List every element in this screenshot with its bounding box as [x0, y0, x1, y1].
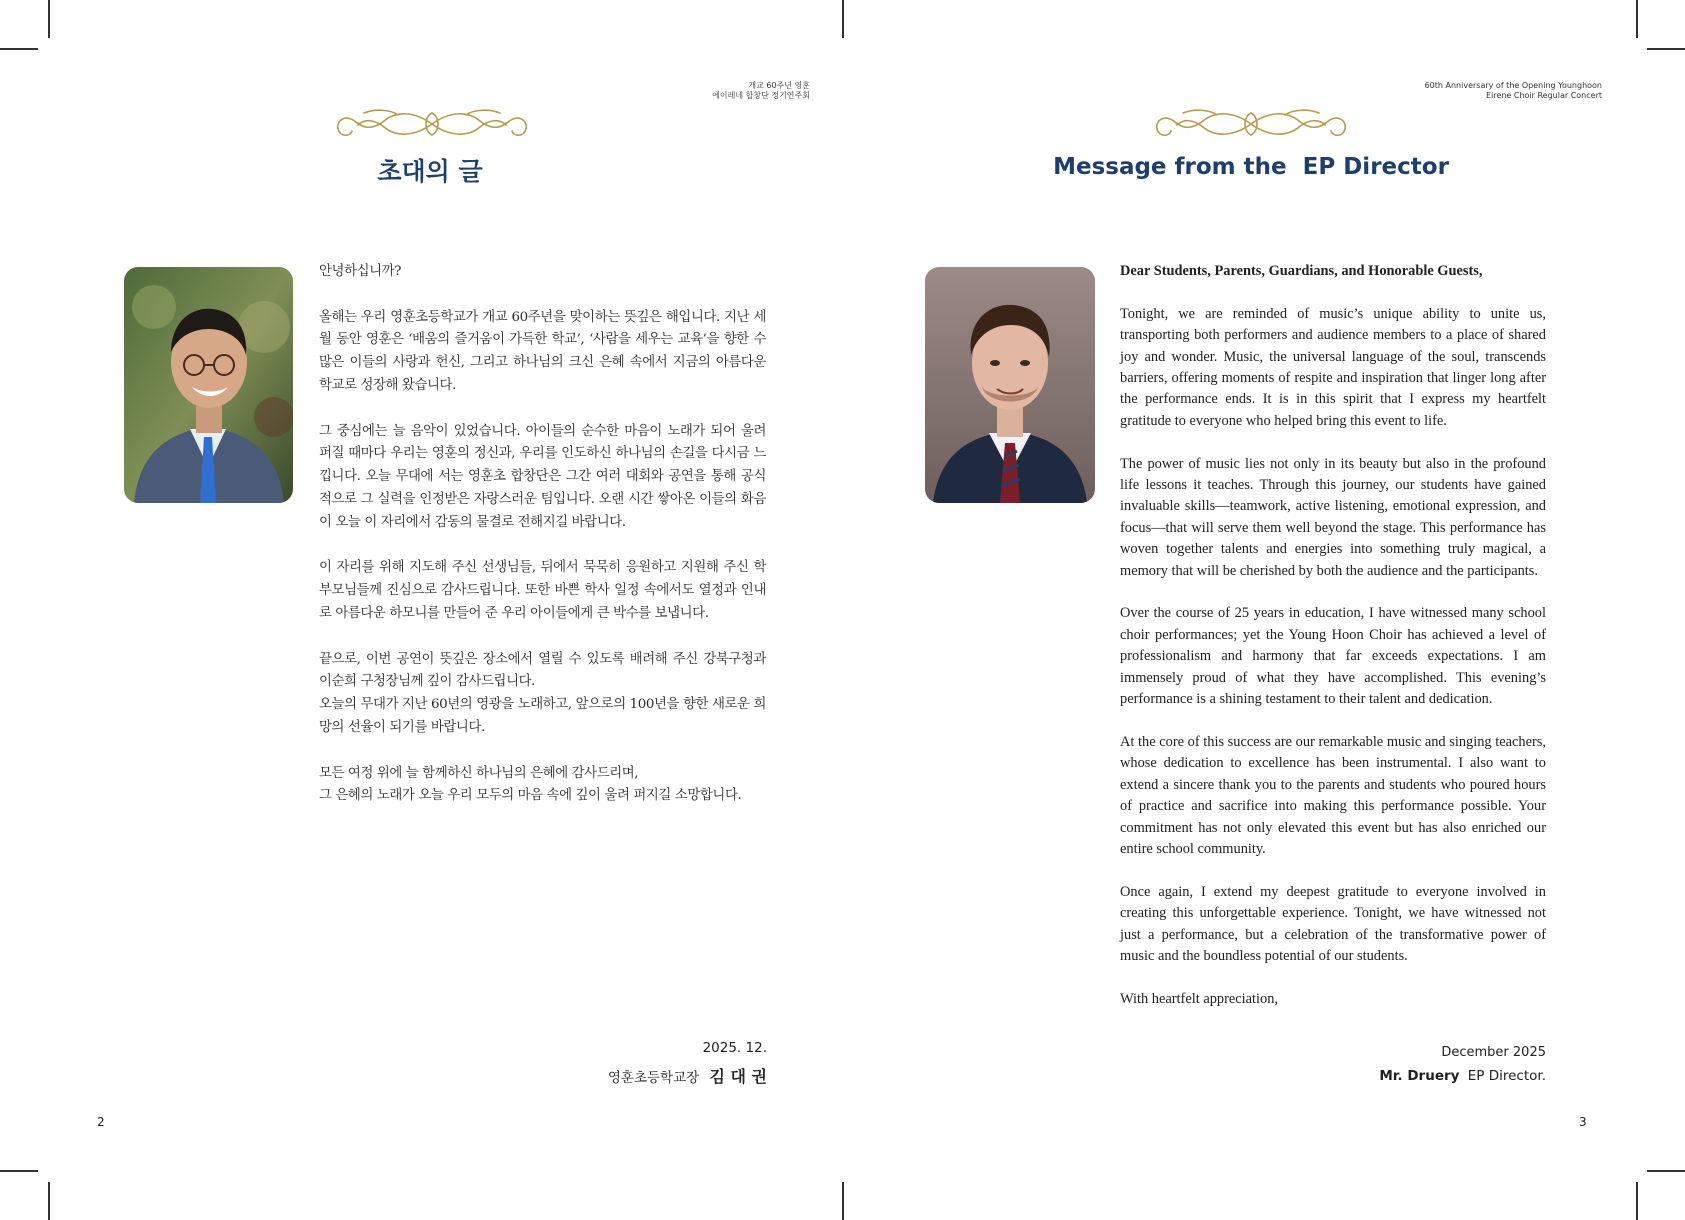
right-paragraph: Tonight, we are reminded of music’s unique ability to unite us, transporting both performers and audience members to a place of shared joy and wonder. Music, the universal language of the soul, transcends barriers, offering moments of respite and inspiration that linger long after the performance ends. It is in this spirit that I express my heartfelt gratitude to everyone who helped bring this event to life.: [1120, 305, 1546, 429]
crop-mark: [842, 0, 844, 38]
left-signer-name: 김 대 권: [709, 1067, 767, 1086]
left-paragraph: 이 자리를 위해 지도해 주신 선생님들, 뒤에서 묵묵히 응원하고 지원해 주신 학부모님들께 진심으로 감사드립니다. 또한 바쁜 학사 일정 속에서도 열정과 인내로 아름다운 하모니를 만들어 준 우리 아이들에게 큰 박수를 보냅니다.: [319, 560, 766, 621]
left-page-title: 초대의 글: [377, 157, 483, 186]
left-paragraph: 끝으로, 이번 공연이 뜻깊은 장소에서 열릴 수 있도록 배려해 주신 강북구청과 이순희 구청장님께 깊이 감사드립니다. 오늘의 무대가 지난 60년의 영광을 노래하고, 앞으로의 100년을 향한 새로운 희망의 선율이 되기를 바랍니다.: [319, 651, 766, 735]
right-letter-body: [1120, 261, 1546, 1032]
left-letter-body: [319, 261, 766, 831]
left-header-line1: 개교 60주년 영훈: [748, 81, 810, 90]
crop-mark: [0, 48, 38, 50]
left-signer-title: 영훈초등학교장: [607, 1070, 700, 1086]
right-paragraph: With heartfelt appreciation,: [1120, 990, 1279, 1007]
right-paragraph: Once again, I extend my deepest gratitude to everyone involved in creating this unforgettable experience. Tonight, we have witnessed not just a performance, but a celebration of the transformative power of music and the boundless potential of our students.: [1120, 883, 1546, 964]
left-paragraph: 안녕하십니까?: [319, 264, 401, 279]
right-header-line1: 60th Anniversary of the Opening Younghoon: [1424, 81, 1602, 90]
right-paragraph: The power of music lies not only in its beauty but also in the profound life lessons it teaches. Through this journey, our students have gained invaluable skills—teamwork, active listening, emotional expression, and focus—that will serve them well beyond the stage. This performance has woven together talents and energies into something truly magical, a memory that will be cherished by both the audience and the participants.: [1120, 455, 1546, 579]
crop-mark: [1647, 48, 1685, 50]
left-page-number: 2: [97, 1115, 105, 1129]
left-paragraph: 그 중심에는 늘 음악이 있었습니다. 아이들의 순수한 마음이 노래가 되어 울려 퍼질 때마다 우리는 영훈의 정신과, 우리를 인도하신 하나님의 손길을 다시금 느낍니다. 오늘 무대에 서는 영훈초 합창단은 그간 여러 대회와 공연을 통해 공식적으로 그 실력을 인정받은 자랑스러운 팀입니다. 오랜 시간 쌓아온 이들의 화음이 오늘 이 자리에서 감동의 물결로 전해지길 바랍니다.: [319, 423, 766, 530]
left-paragraph: 올해는 우리 영훈초등학교가 개교 60주년을 맞이하는 뜻깊은 해입니다. 지난 세월 동안 영훈은 ‘배움의 즐거움이 가득한 학교’, ‘사람을 세우는 교육’을 향한 수많은 이들의 사랑과 헌신, 그리고 하나님의 크신 은혜 속에서 지금의 아름다운 학교로 성장해 왔습니다.: [319, 309, 766, 393]
crop-mark: [1647, 1170, 1685, 1172]
left-header-line2: 에이레네 합창단 정기연주회: [712, 91, 810, 100]
crop-mark: [0, 1170, 38, 1172]
crop-mark: [48, 0, 50, 38]
right-date: December 2025: [1441, 1045, 1546, 1060]
crop-mark: [1636, 1182, 1638, 1220]
crop-mark: [48, 1182, 50, 1220]
right-header-line2: Eirene Choir Regular Concert: [1486, 91, 1602, 100]
left-running-header: [560, 81, 810, 101]
flourish-ornament-icon: [1153, 107, 1349, 141]
right-page-number: 3: [1579, 1115, 1587, 1129]
letter-greeting: Dear Students, Parents, Guardians, and Honorable Guests,: [1120, 263, 1483, 279]
left-date: 2025. 12.: [702, 1040, 767, 1056]
left-paragraph: 모든 여정 위에 늘 함께하신 하나님의 은혜에 감사드리며, 그 은혜의 노래가 오늘 우리 모두의 마음 속에 깊이 울려 퍼지길 소망합니다.: [319, 765, 742, 804]
right-signer-name: Mr. Druery: [1379, 1068, 1460, 1084]
right-signer-title: EP Director.: [1467, 1068, 1546, 1084]
right-page-title: Message from the EP Director: [1053, 154, 1449, 180]
crop-mark: [1636, 0, 1638, 38]
right-paragraph: Over the course of 25 years in education, I have witnessed many school choir performances; yet the Young Hoon Choir has achieved a level of professionalism and harmony that far exceeds expectations. I am immensely proud of what they have accomplished. This evening’s performance is a shining testament to their talent and dedication.: [1120, 605, 1546, 708]
left-signature: [520, 1040, 767, 1087]
principal-photo: [124, 267, 293, 503]
director-photo: [925, 267, 1095, 503]
flourish-ornament-icon: [334, 107, 530, 141]
right-running-header: [1352, 81, 1602, 101]
right-paragraph: At the core of this success are our remarkable music and singing teachers, whose dedication to excellence has been instrumental. I also want to extend a sincere thank you to the parents and students who poured hours of practice and sacrifice into making this performance possible. Your commitment has not only elevated this event but has also enriched our entire school community.: [1120, 733, 1546, 857]
crop-mark: [842, 1182, 844, 1220]
right-signature: [1300, 1045, 1546, 1084]
